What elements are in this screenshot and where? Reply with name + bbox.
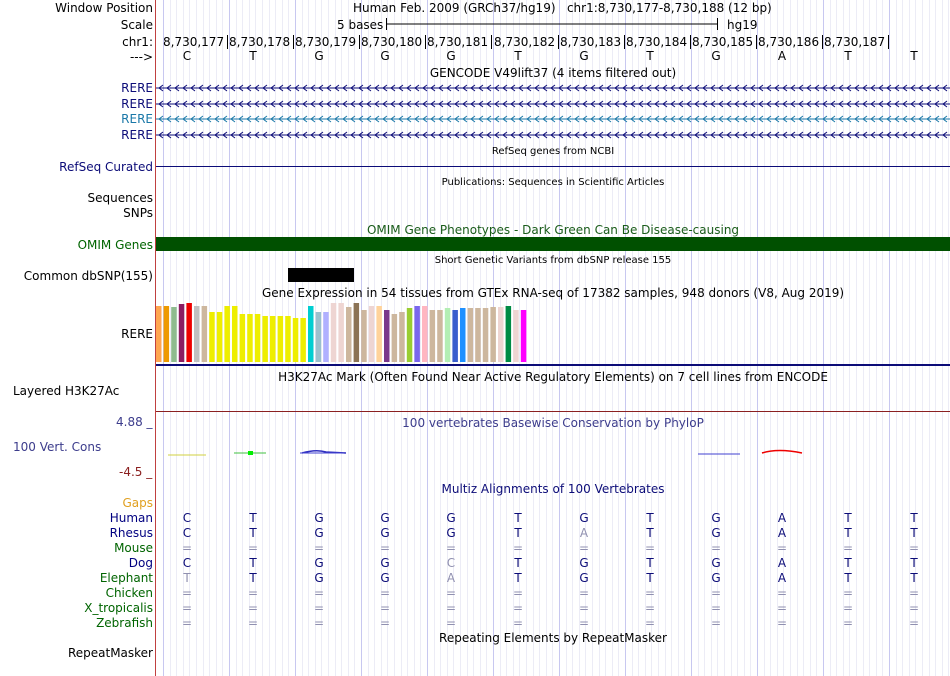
h3k27ac-baseline bbox=[156, 411, 950, 412]
base-letter: A bbox=[777, 49, 787, 63]
alignment-base: A bbox=[446, 571, 456, 585]
gencode-rere-label-3[interactable]: RERE bbox=[121, 112, 153, 126]
gtex-expression-chart[interactable] bbox=[156, 300, 536, 364]
alignment-base: G bbox=[711, 511, 721, 525]
coordinate-tick bbox=[558, 35, 559, 49]
gtex-tissue-bar[interactable] bbox=[270, 316, 276, 362]
gtex-tissue-bar[interactable] bbox=[262, 316, 268, 362]
alignment-base: = bbox=[181, 616, 193, 630]
species-label[interactable]: Chicken bbox=[105, 586, 153, 600]
alignment-base: = bbox=[247, 541, 259, 555]
alignment-base: T bbox=[514, 556, 522, 570]
alignment-base: T bbox=[844, 511, 852, 525]
gtex-tissue-bar[interactable] bbox=[293, 318, 299, 362]
gtex-tissue-bar[interactable] bbox=[354, 303, 360, 362]
base-letter: G bbox=[314, 49, 324, 63]
alignment-base: = bbox=[379, 541, 391, 555]
gtex-tissue-bar[interactable] bbox=[316, 312, 322, 362]
alignment-base: A bbox=[777, 511, 787, 525]
coordinate-tick-label: 8,730,184 bbox=[626, 35, 688, 49]
gtex-tissue-bar[interactable] bbox=[278, 316, 284, 362]
alignment-base: = bbox=[379, 586, 391, 600]
alignment-base: = bbox=[578, 616, 590, 630]
coordinate-tick bbox=[690, 35, 691, 49]
alignment-base: A bbox=[579, 526, 589, 540]
alignment-base: = bbox=[578, 541, 590, 555]
species-label[interactable]: Elephant bbox=[99, 571, 153, 585]
gtex-tissue-bar[interactable] bbox=[171, 307, 177, 362]
assembly-label: hg19 bbox=[727, 18, 758, 32]
gtex-tissue-bar[interactable] bbox=[300, 318, 306, 362]
coordinate-tick-label: 8,730,186 bbox=[758, 35, 820, 49]
gtex-tissue-bar[interactable] bbox=[506, 306, 512, 362]
species-label[interactable]: Rhesus bbox=[109, 526, 153, 540]
alignment-base: T bbox=[183, 571, 191, 585]
gtex-tissue-bar[interactable] bbox=[338, 303, 344, 362]
repeatmasker-label[interactable]: RepeatMasker bbox=[67, 646, 153, 660]
gtex-tissue-bar[interactable] bbox=[430, 310, 436, 362]
alignment-base: T bbox=[844, 526, 852, 540]
alignment-base: = bbox=[776, 541, 788, 555]
coordinate-tick-label: 8,730,178 bbox=[229, 35, 291, 49]
alignment-base: G bbox=[579, 511, 589, 525]
omim-genes-label[interactable]: OMIM Genes bbox=[77, 238, 153, 252]
base-letter: C bbox=[182, 49, 192, 63]
alignment-base: T bbox=[646, 511, 654, 525]
alignment-base: T bbox=[514, 526, 522, 540]
species-label[interactable]: X_tropicalis bbox=[84, 601, 153, 615]
species-label[interactable]: Mouse bbox=[114, 541, 153, 555]
gtex-tissue-bar[interactable] bbox=[513, 310, 519, 362]
coordinate-tick bbox=[888, 35, 889, 49]
gtex-tissue-bar[interactable] bbox=[217, 312, 223, 362]
alignment-base: = bbox=[842, 586, 854, 600]
gtex-tissue-bar[interactable] bbox=[369, 306, 375, 362]
dbsnp-track-title[interactable]: Short Genetic Variants from dbSNP release 155 bbox=[434, 255, 672, 266]
alignment-base: = bbox=[181, 586, 193, 600]
repeatmasker-track-title[interactable]: Repeating Elements by RepeatMasker bbox=[439, 631, 667, 645]
coordinate-tick bbox=[822, 35, 823, 49]
alignment-base: T bbox=[249, 526, 257, 540]
alignment-base: = bbox=[842, 616, 854, 630]
alignment-base: = bbox=[908, 601, 920, 615]
scale-bases: 5 bases bbox=[337, 18, 384, 32]
alignment-base: = bbox=[908, 586, 920, 600]
publications-track-title[interactable]: Publications: Sequences in Scientific Articles bbox=[441, 177, 665, 188]
gtex-tissue-bar[interactable] bbox=[308, 306, 314, 362]
alignment-base: = bbox=[776, 616, 788, 630]
cons-min-label: -4.5 _ bbox=[119, 465, 153, 479]
coordinate-tick bbox=[425, 35, 426, 49]
alignment-base: = bbox=[445, 616, 457, 630]
alignment-base: = bbox=[644, 616, 656, 630]
base-letter: G bbox=[446, 49, 456, 63]
alignment-base: G bbox=[446, 526, 456, 540]
alignment-base: G bbox=[314, 556, 324, 570]
alignment-base: G bbox=[579, 571, 589, 585]
gtex-tissue-bar[interactable] bbox=[460, 308, 466, 362]
dbsnp-variant[interactable] bbox=[288, 268, 354, 282]
alignment-base: = bbox=[512, 541, 524, 555]
coordinate-tick-label: 8,730,185 bbox=[692, 35, 754, 49]
alignment-base: C bbox=[182, 526, 192, 540]
alignment-base: = bbox=[908, 616, 920, 630]
gtex-tissue-bar[interactable] bbox=[156, 306, 162, 362]
alignment-base: T bbox=[910, 556, 918, 570]
base-letter: G bbox=[579, 49, 589, 63]
base-letter: T bbox=[514, 49, 522, 63]
alignment-base: = bbox=[445, 586, 457, 600]
alignment-base: T bbox=[646, 526, 654, 540]
alignment-base: A bbox=[777, 571, 787, 585]
alignment-base: = bbox=[313, 616, 325, 630]
alignment-base: = bbox=[644, 586, 656, 600]
gtex-tissue-bar[interactable] bbox=[179, 304, 185, 362]
alignment-base: = bbox=[313, 586, 325, 600]
alignment-base: T bbox=[249, 511, 257, 525]
gtex-tissue-bar[interactable] bbox=[255, 314, 260, 362]
alignment-base: G bbox=[446, 511, 456, 525]
layered-h3k27ac-label[interactable]: Layered H3K27Ac bbox=[13, 384, 120, 398]
gtex-tissue-bar[interactable] bbox=[452, 310, 458, 362]
base-letter: T bbox=[844, 49, 852, 63]
base-letter: G bbox=[380, 49, 390, 63]
alignment-base: G bbox=[380, 571, 390, 585]
gtex-tissue-bar[interactable] bbox=[399, 312, 405, 362]
gtex-tissue-bar[interactable] bbox=[384, 310, 390, 362]
gtex-tissue-bar[interactable] bbox=[194, 306, 200, 362]
coordinate-tick bbox=[293, 35, 294, 49]
alignment-base: = bbox=[578, 586, 590, 600]
base-letter: T bbox=[646, 49, 654, 63]
alignment-base: = bbox=[247, 616, 259, 630]
alignment-base: = bbox=[644, 541, 656, 555]
gtex-tissue-bar[interactable] bbox=[407, 308, 413, 362]
coordinate-tick-label: 8,730,183 bbox=[560, 35, 622, 49]
refseq-gene-line[interactable] bbox=[156, 166, 950, 167]
alignment-base: = bbox=[776, 601, 788, 615]
cons-max-label: 4.88 _ bbox=[116, 415, 153, 429]
gencode-rere-label-4[interactable]: RERE bbox=[121, 128, 153, 142]
alignment-base: = bbox=[512, 586, 524, 600]
alignment-base: C bbox=[182, 556, 192, 570]
alignment-base: G bbox=[711, 556, 721, 570]
gtex-tissue-bar[interactable] bbox=[392, 314, 398, 362]
phylop-track-title[interactable]: 100 vertebrates Basewise Conservation by PhyloP bbox=[402, 416, 704, 430]
base-letter: G bbox=[711, 49, 721, 63]
gtex-tissue-bar[interactable] bbox=[422, 306, 428, 362]
alignment-base: G bbox=[314, 571, 324, 585]
h3k27ac-track-title[interactable]: H3K27Ac Mark (Often Found Near Active Regulatory Elements) on 7 cell lines from ENCODE bbox=[278, 370, 828, 384]
alignment-base: T bbox=[249, 556, 257, 570]
alignment-base: C bbox=[446, 556, 456, 570]
gtex-tissue-bar[interactable] bbox=[483, 308, 489, 362]
gtex-tissue-bar[interactable] bbox=[202, 306, 208, 362]
scale-label: Scale bbox=[120, 18, 153, 32]
base-letter: T bbox=[249, 49, 257, 63]
coordinate-tick bbox=[624, 35, 625, 49]
alignment-base: G bbox=[314, 511, 324, 525]
gtex-tissue-bar[interactable] bbox=[468, 308, 474, 362]
alignment-base: = bbox=[578, 601, 590, 615]
alignment-base: C bbox=[182, 511, 192, 525]
alignment-base: = bbox=[379, 616, 391, 630]
alignment-base: G bbox=[380, 556, 390, 570]
alignment-base: T bbox=[646, 571, 654, 585]
alignment-base: T bbox=[910, 526, 918, 540]
alignment-base: = bbox=[710, 616, 722, 630]
gtex-tissue-bar[interactable] bbox=[490, 307, 496, 362]
alignment-base: = bbox=[842, 541, 854, 555]
gtex-tissue-bar[interactable] bbox=[164, 306, 170, 362]
gtex-track-title[interactable]: Gene Expression in 54 tissues from GTEx RNA-seq of 17382 samples, 948 donors (V8, Aug 2019) bbox=[261, 286, 845, 300]
snps-label[interactable]: SNPs bbox=[123, 206, 153, 220]
alignment-base: = bbox=[313, 601, 325, 615]
alignment-base: = bbox=[247, 586, 259, 600]
sequences-label[interactable]: Sequences bbox=[87, 191, 153, 205]
alignment-base: G bbox=[579, 556, 589, 570]
coordinate-tick-label: 8,730,177 bbox=[163, 35, 225, 49]
gtex-gene-line bbox=[156, 364, 950, 366]
omim-track-title[interactable]: OMIM Gene Phenotypes - Dark Green Can Be Disease-causing bbox=[366, 223, 740, 237]
alignment-base: = bbox=[710, 586, 722, 600]
omim-gene-bar[interactable] bbox=[156, 237, 950, 251]
window-position-text: Human Feb. 2009 (GRCh37/hg19) chr1:8,730,177-8,730,188 (12 bp) bbox=[353, 1, 772, 15]
alignment-base: = bbox=[445, 601, 457, 615]
gtex-tissue-bar[interactable] bbox=[437, 310, 443, 362]
gtex-tissue-bar[interactable] bbox=[361, 310, 367, 362]
refseq-curated-label[interactable]: RefSeq Curated bbox=[59, 160, 153, 174]
coordinate-tick bbox=[756, 35, 757, 49]
alignment-base: = bbox=[181, 541, 193, 555]
alignment-base: T bbox=[844, 556, 852, 570]
alignment-base: = bbox=[247, 601, 259, 615]
coordinate-tick bbox=[227, 35, 228, 49]
alignment-base: = bbox=[710, 601, 722, 615]
gtex-tissue-bar[interactable] bbox=[323, 312, 329, 362]
gtex-rere-label[interactable]: RERE bbox=[121, 327, 153, 341]
gtex-tissue-bar[interactable] bbox=[247, 314, 253, 362]
gtex-tissue-bar[interactable] bbox=[376, 306, 382, 362]
refseq-track-title[interactable]: RefSeq genes from NCBI bbox=[491, 146, 615, 157]
coordinate-tick-label: 8,730,187 bbox=[824, 35, 886, 49]
common-dbsnp-label[interactable]: Common dbSNP(155) bbox=[23, 269, 153, 283]
coordinate-tick-label: 8,730,182 bbox=[494, 35, 556, 49]
gtex-tissue-bar[interactable] bbox=[224, 306, 230, 362]
gtex-tissue-bar[interactable] bbox=[414, 306, 420, 362]
gtex-tissue-bar[interactable] bbox=[521, 310, 527, 362]
alignment-base: = bbox=[181, 601, 193, 615]
gtex-tissue-bar[interactable] bbox=[475, 308, 481, 362]
species-label[interactable]: Dog bbox=[128, 556, 153, 570]
strand-label: ---> bbox=[129, 50, 153, 64]
gtex-tissue-bar[interactable] bbox=[285, 316, 291, 362]
gtex-tissue-bar[interactable] bbox=[186, 303, 192, 362]
coordinate-tick bbox=[491, 35, 492, 49]
gencode-rere-label-2[interactable]: RERE bbox=[121, 97, 153, 111]
alignment-base: T bbox=[910, 571, 918, 585]
alignment-base: = bbox=[908, 541, 920, 555]
cons-track-label[interactable]: 100 Vert. Cons bbox=[13, 440, 102, 454]
alignment-base: = bbox=[512, 616, 524, 630]
alignment-base: A bbox=[777, 526, 787, 540]
species-label[interactable]: Human bbox=[109, 511, 153, 525]
alignment-base: = bbox=[512, 601, 524, 615]
phylop-conservation-plot[interactable] bbox=[156, 440, 950, 470]
gaps-label[interactable]: Gaps bbox=[122, 496, 153, 510]
gencode-track-title[interactable]: GENCODE V49lift37 (4 items filtered out) bbox=[429, 66, 677, 80]
alignment-base: = bbox=[644, 601, 656, 615]
gtex-tissue-bar[interactable] bbox=[498, 307, 504, 362]
alignment-base: G bbox=[711, 571, 721, 585]
coordinate-tick-label: 8,730,180 bbox=[361, 35, 423, 49]
species-label[interactable]: Zebrafish bbox=[96, 616, 153, 630]
gtex-tissue-bar[interactable] bbox=[445, 308, 451, 362]
alignment-base: = bbox=[313, 541, 325, 555]
alignment-base: T bbox=[844, 571, 852, 585]
multiz-track-title[interactable]: Multiz Alignments of 100 Vertebrates bbox=[441, 482, 665, 496]
alignment-base: = bbox=[379, 601, 391, 615]
alignment-base: T bbox=[646, 556, 654, 570]
alignment-base: G bbox=[314, 526, 324, 540]
alignment-base: = bbox=[842, 601, 854, 615]
alignment-base: T bbox=[514, 511, 522, 525]
gtex-tissue-bar[interactable] bbox=[346, 307, 352, 362]
base-letter: T bbox=[910, 49, 918, 63]
alignment-base: T bbox=[514, 571, 522, 585]
coordinate-tick-label: 8,730,181 bbox=[427, 35, 489, 49]
scale-bar bbox=[386, 18, 720, 30]
alignment-base: G bbox=[380, 526, 390, 540]
gencode-transcripts[interactable] bbox=[156, 80, 950, 144]
coordinate-tick bbox=[359, 35, 360, 49]
alignment-base: T bbox=[249, 571, 257, 585]
alignment-base: T bbox=[910, 511, 918, 525]
gtex-tissue-bar[interactable] bbox=[209, 312, 215, 362]
alignment-base: = bbox=[710, 541, 722, 555]
chrom-label: chr1: bbox=[122, 35, 153, 49]
alignment-base: G bbox=[711, 526, 721, 540]
gtex-tissue-bar[interactable] bbox=[240, 314, 246, 362]
gtex-tissue-bar[interactable] bbox=[331, 303, 337, 362]
coordinate-tick-label: 8,730,179 bbox=[295, 35, 357, 49]
gtex-tissue-bar[interactable] bbox=[232, 306, 238, 362]
alignment-base: A bbox=[777, 556, 787, 570]
window-position-label: Window Position bbox=[55, 1, 153, 15]
gencode-rere-label-1[interactable]: RERE bbox=[121, 81, 153, 95]
alignment-base: G bbox=[380, 511, 390, 525]
alignment-base: = bbox=[445, 541, 457, 555]
alignment-base: = bbox=[776, 586, 788, 600]
